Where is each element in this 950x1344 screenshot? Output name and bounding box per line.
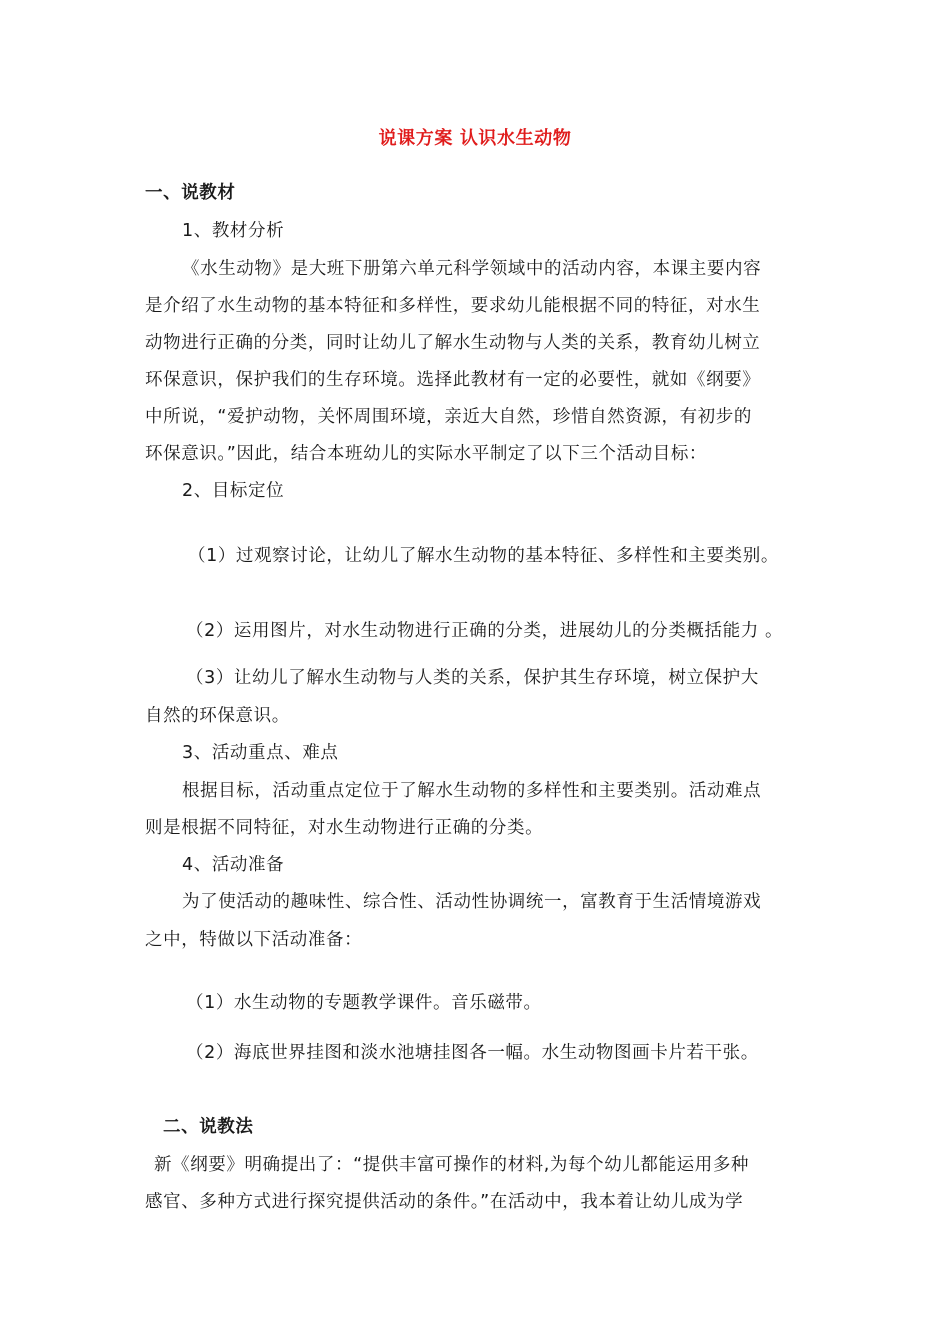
paragraph-line: 中所说，“爱护动物，关怀周围环境，亲近大自然，珍惜自然资源，有初步的 <box>145 407 752 427</box>
paragraph-line: 之中，特做以下活动准备： <box>145 930 363 950</box>
goal-item: 自然的环保意识。 <box>145 706 290 726</box>
paragraph-line: 根据目标，活动重点定位于了解水生动物的多样性和主要类别。活动难点 <box>182 781 762 801</box>
goal-item: （1）过观察讨论，让幼儿了解水生动物的基本特征、多样性和主要类别。 <box>188 546 779 566</box>
document-title: 说课方案 认识水生动物 <box>378 128 572 149</box>
paragraph-line: 是介绍了水生动物的基本特征和多样性，要求幼儿能根据不同的特征，对水生 <box>145 296 761 316</box>
paragraph-line: 动物进行正确的分类，同时让幼儿了解水生动物与人类的关系，教育幼儿树立 <box>145 333 761 353</box>
paragraph-line: 为了使活动的趣味性、综合性、活动性协调统一，富教育于生活情境游戏 <box>182 892 762 912</box>
goal-item: （3）让幼儿了解水生动物与人类的关系，保护其生存环境，树立保护大 <box>186 668 759 688</box>
subheading-goals: 2、目标定位 <box>182 481 285 501</box>
subheading-preparation: 4、活动准备 <box>182 855 285 875</box>
paragraph-line: 则是根据不同特征，对水生动物进行正确的分类。 <box>145 818 544 838</box>
paragraph-line: 环保意识。”因此，结合本班幼儿的实际水平制定了以下三个活动目标： <box>145 444 708 464</box>
paragraph-line: 环保意识，保护我们的生存环境。选择此教材有一定的必要性，就如《纲要》 <box>145 370 761 390</box>
section-heading-textbook: 一、说教材 <box>145 183 236 203</box>
preparation-item: （1）水生动物的专题教学课件。音乐磁带。 <box>186 993 542 1013</box>
preparation-item: （2）海底世界挂图和淡水池塘挂图各一幅。水生动物图画卡片若干张。 <box>186 1043 759 1063</box>
section-heading-teaching-method: 二、说教法 <box>163 1117 254 1137</box>
subheading-key-points: 3、活动重点、难点 <box>182 743 339 763</box>
paragraph-line: 感官、多种方式进行探究提供活动的条件。”在活动中，我本着让幼儿成为学 <box>145 1192 744 1212</box>
subheading-material-analysis: 1、教材分析 <box>182 221 285 241</box>
paragraph-line: 新《纲要》明确提出了：“提供丰富可操作的材料,为每个幼儿都能运用多种 <box>154 1155 750 1175</box>
paragraph-line: 《水生动物》是大班下册第六单元科学领域中的活动内容，本课主要内容 <box>182 259 762 279</box>
goal-item: （2）运用图片，对水生动物进行正确的分类，进展幼儿的分类概括能力 。 <box>186 621 784 641</box>
